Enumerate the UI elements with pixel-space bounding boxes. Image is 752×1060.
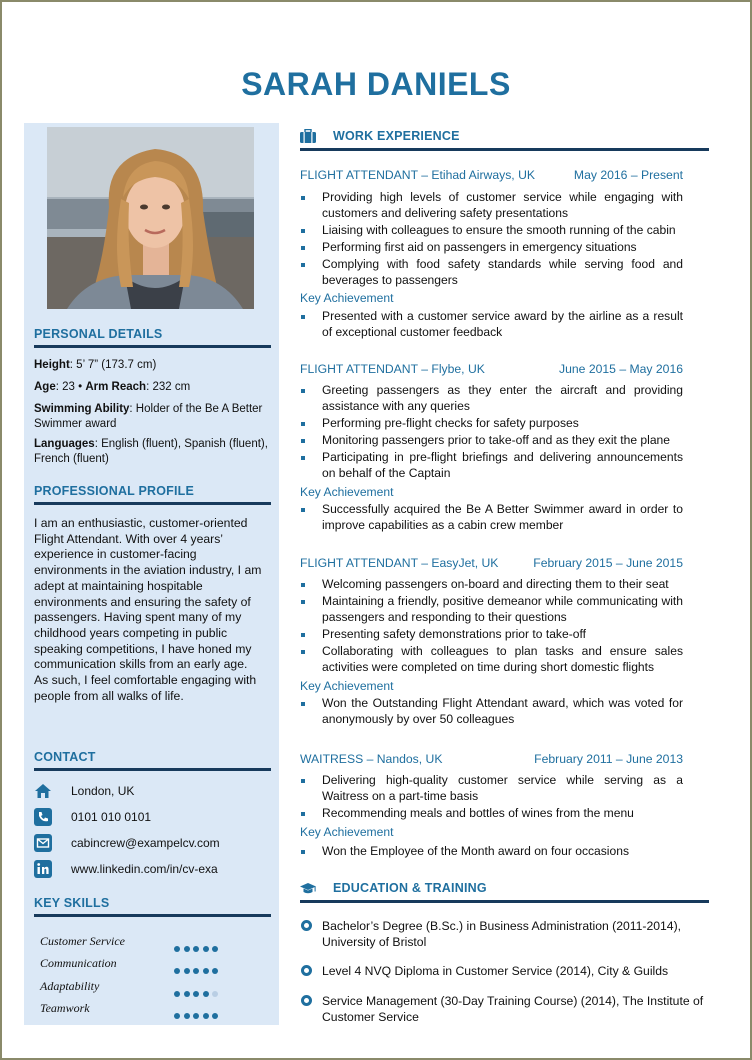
- contact-phone-text[interactable]: 0101 010 0101: [71, 810, 152, 824]
- skill-row: [40, 956, 240, 972]
- arm-reach-label: Arm Reach: [85, 381, 147, 393]
- job-4-bullets: [300, 773, 683, 823]
- phone-icon: [34, 808, 52, 826]
- skill-dot-filled: [174, 946, 180, 952]
- job-4-dates: February 2011 – June 2013: [534, 752, 683, 766]
- list-item: Monitoring passengers prior to take-off and as they exit the plane: [300, 433, 683, 449]
- skill-dot-filled: [203, 991, 209, 997]
- job-3-bullets: [300, 577, 683, 677]
- skill-dot-filled: [193, 968, 199, 974]
- home-icon: [34, 782, 52, 800]
- contact-phone[interactable]: [34, 808, 270, 828]
- skill-name: Teamwork: [40, 1001, 90, 1015]
- list-item: Delivering high-quality customer service while serving as a Waitress on a part-time basis: [300, 773, 683, 804]
- email-icon: [34, 834, 52, 852]
- circle-bullet-icon: [301, 965, 312, 976]
- skill-row: [40, 934, 240, 950]
- swimming-line: [34, 402, 270, 432]
- skill-dot-filled: [184, 968, 190, 974]
- list-item: Successfully acquired the Be A Better Swimmer award in order to improve capabilities as a cabin crew member: [300, 502, 683, 533]
- briefcase-icon: [300, 129, 316, 143]
- skill-dot-filled: [174, 968, 180, 974]
- skill-dot-filled: [174, 991, 180, 997]
- contact-linkedin-text[interactable]: www.linkedin.com/in/cv-exa: [71, 862, 218, 876]
- job-1-role: FLIGHT ATTENDANT – Etihad Airways, UK: [300, 168, 536, 182]
- job-4-title: [300, 752, 683, 766]
- resume-name: SARAH DANIELS: [241, 66, 511, 102]
- list-item: Presenting safety demonstrations prior to take-off: [300, 627, 683, 643]
- age-value: : 23: [55, 381, 75, 393]
- job-3-role: FLIGHT ATTENDANT – EasyJet, UK: [300, 556, 499, 570]
- list-item: Welcoming passengers on-board and directing them to their seat: [300, 577, 683, 593]
- skill-name: Customer Service: [40, 934, 125, 948]
- circle-bullet-icon: [301, 920, 312, 931]
- arm-reach-value: : 232 cm: [146, 381, 191, 393]
- skill-dot-filled: [212, 946, 218, 952]
- circle-bullet-icon: [301, 995, 312, 1006]
- job-3-key-achievement-label: Key Achievement: [300, 679, 394, 693]
- skill-level-dots: [174, 1006, 222, 1014]
- skill-dot-filled: [184, 1013, 190, 1019]
- skill-dot-filled: [184, 991, 190, 997]
- key-skills-heading: KEY SKILLS: [34, 896, 110, 910]
- skill-dot-filled: [174, 1013, 180, 1019]
- personal-details-heading: PERSONAL DETAILS: [34, 327, 163, 341]
- job-3-achievement: [300, 696, 683, 729]
- profile-text: I am an enthusiastic, customer-oriented Flight Attendant. With over 4 years’ experience in customer-facing environments in the aviation industry, I am adept at maintaining hospitable environments and ensuring the safety of passengers. Having spent many of my childhood years competing in public speaking competitions, I have honed my communication skills from an early age. As such, I feel comfortable engaging with people from all walks of life.: [34, 516, 262, 703]
- education-rule: [300, 900, 709, 903]
- job-2-achievement: [300, 502, 683, 535]
- job-1-key-achievement-label: Key Achievement: [300, 291, 394, 305]
- professional-profile-heading: PROFESSIONAL PROFILE: [34, 484, 195, 498]
- job-2-bullets: [300, 383, 683, 483]
- age-label: Age: [34, 381, 56, 393]
- skill-dot-filled: [184, 946, 190, 952]
- skill-row: [40, 979, 240, 995]
- swimming-value: : Holder of the Be A Better Swimmer award: [34, 403, 263, 430]
- job-4-key-achievement-label: Key Achievement: [300, 825, 394, 839]
- skill-dot-filled: [203, 1013, 209, 1019]
- skill-dot-filled: [212, 968, 218, 974]
- job-4-achievement: [300, 844, 683, 861]
- list-item: Greeting passengers as they enter the aircraft and providing assistance with any queries: [300, 383, 683, 414]
- job-1-title: [300, 168, 683, 182]
- job-2-role: FLIGHT ATTENDANT – Flybe, UK: [300, 362, 485, 376]
- job-1-bullets: [300, 190, 683, 290]
- list-item: Providing high levels of customer service while engaging with customers and delivering safety presentations: [300, 190, 683, 221]
- contact-rule: [34, 768, 271, 771]
- professional-profile-rule: [34, 502, 271, 505]
- list-item: Performing first aid on passengers in emergency situations: [300, 240, 683, 256]
- list-item: Performing pre-flight checks for safety purposes: [300, 416, 683, 432]
- key-skills-rule: [34, 914, 271, 917]
- personal-details-rule: [34, 345, 271, 348]
- skill-dot-filled: [212, 1013, 218, 1019]
- profile-photo: [47, 127, 254, 309]
- job-2-dates: June 2015 – May 2016: [559, 362, 683, 376]
- list-item: Presented with a customer service award by the airline as a result of exceptional customer feedback: [300, 309, 683, 340]
- swimming-label: Swimming Ability: [34, 403, 130, 415]
- graduation-cap-icon: [300, 881, 316, 895]
- languages-value: : English (fluent), Spanish (fluent), French (fluent): [34, 438, 268, 465]
- skill-level-dots: [174, 961, 222, 969]
- contact-linkedin[interactable]: [34, 860, 270, 880]
- job-3-dates: February 2015 – June 2015: [533, 556, 683, 570]
- job-3-title: [300, 556, 683, 570]
- height-value: : 5’ 7” (173.7 cm): [69, 359, 157, 371]
- list-item: Won the Employee of the Month award on four occasions: [300, 844, 683, 860]
- list-item: Maintaining a friendly, positive demeanor while communicating with passengers and responding to their questions: [300, 594, 683, 625]
- skill-name: Communication: [40, 956, 117, 970]
- skill-level-dots: [174, 939, 222, 947]
- education-item-1-text: Bachelor’s Degree (B.Sc.) in Business Administration (2011-2014), University of Bristol: [322, 919, 682, 949]
- skill-dot-filled: [203, 968, 209, 974]
- contact-email[interactable]: [34, 834, 270, 854]
- age-arm-line: [34, 380, 270, 395]
- contact-heading: CONTACT: [34, 750, 96, 764]
- languages-line: [34, 437, 270, 467]
- skill-dot-filled: [193, 1013, 199, 1019]
- languages-label: Languages: [34, 438, 95, 450]
- list-item: Recommending meals and bottles of wines from the menu: [300, 806, 683, 822]
- height-label: Height: [34, 359, 70, 371]
- skill-level-dots: [174, 984, 222, 992]
- education-heading: EDUCATION & TRAINING: [333, 881, 487, 895]
- job-1-dates: May 2016 – Present: [573, 168, 683, 182]
- skill-row: [40, 1001, 240, 1017]
- job-2-key-achievement-label: Key Achievement: [300, 485, 394, 499]
- list-item: Participating in pre-flight briefings and delivering announcements on behalf of the Captain: [300, 450, 683, 481]
- contact-address: [34, 782, 270, 802]
- education-item-2-text: Level 4 NVQ Diploma in Customer Service (2014), City & Guilds: [322, 964, 669, 978]
- job-4-role: WAITRESS – Nandos, UK: [300, 752, 443, 766]
- skill-dot-filled: [203, 946, 209, 952]
- list-item: Collaborating with colleagues to plan tasks and ensure sales activities were completed on time during short domestic flights: [300, 644, 683, 675]
- list-item: Liaising with colleagues to ensure the smooth running of the cabin: [300, 223, 683, 239]
- skill-name: Adaptability: [40, 979, 100, 993]
- list-item: Won the Outstanding Flight Attendant award, which was voted for anonymously by over 50 colleagues: [300, 696, 683, 727]
- list-item: Complying with food safety standards while serving food and beverages to passengers: [300, 257, 683, 288]
- skill-dot-filled: [193, 991, 199, 997]
- contact-address-text: London, UK: [71, 784, 135, 798]
- work-experience-rule: [300, 148, 709, 151]
- skill-dot-empty: [212, 991, 218, 997]
- height-line: [34, 358, 270, 373]
- skill-dot-filled: [193, 946, 199, 952]
- job-1-achievement: [300, 309, 683, 342]
- contact-email-text[interactable]: cabincrew@exampelcv.com: [71, 836, 220, 850]
- sidebar: [24, 123, 279, 1025]
- linkedin-icon: [34, 860, 52, 878]
- job-2-title: [300, 362, 683, 376]
- education-item-3-text: Service Management (30-Day Training Course) (2014), The Institute of Customer Service: [322, 994, 704, 1024]
- work-experience-heading: WORK EXPERIENCE: [333, 129, 460, 143]
- separator-dot: •: [78, 381, 83, 393]
